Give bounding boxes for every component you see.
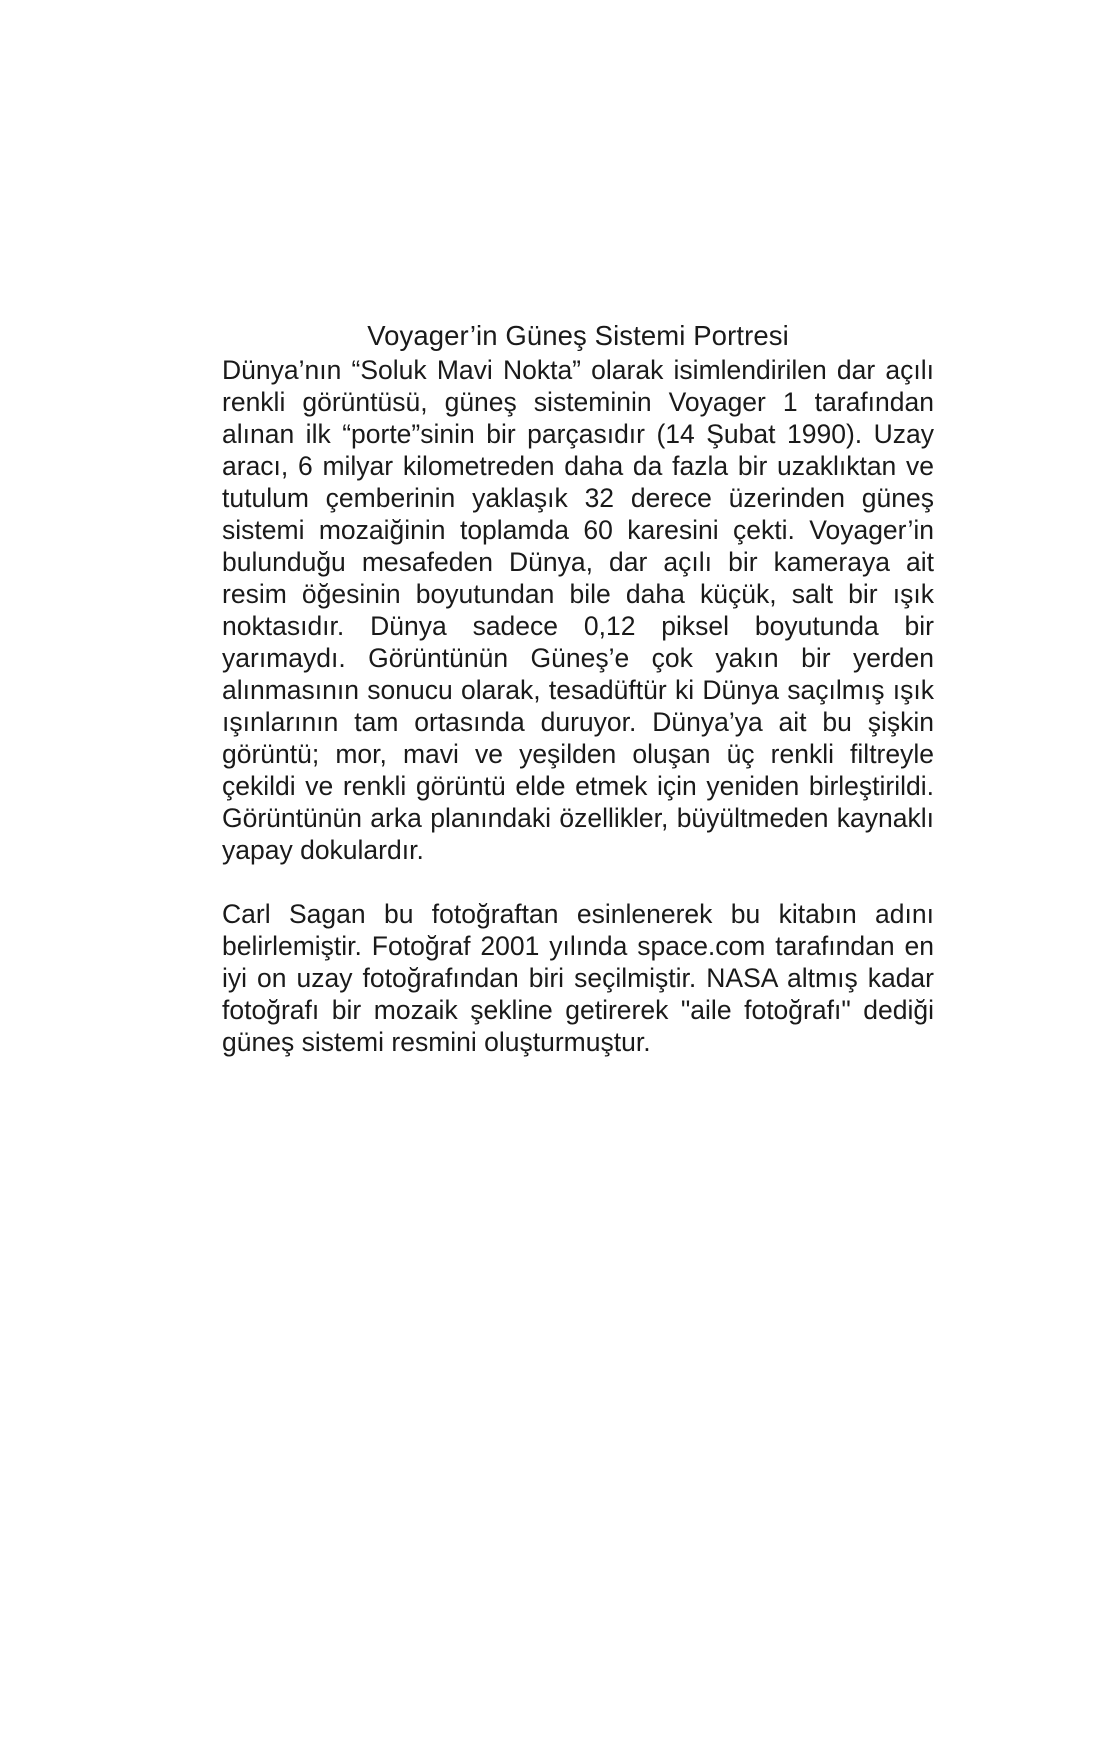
body-paragraph-1: Dünya’nın “Soluk Mavi Nokta” olarak isimlendirilen dar açılı renkli görüntüsü, güneş sisteminin Voyager 1 tarafından alınan ilk “porte”sinin bir parçasıdır (14 Şubat 1990). Uzay aracı, 6 milyar kilometreden daha da fazla bir uzaklıktan ve tutulum çemberinin yaklaşık 32 derece üzerinden güneş sistemi mozaiğinin toplamda 60 karesini çekti. Voyager’in bulunduğu mesafeden Dünya, dar açılı bir kameraya ait resim öğesinin boyutundan bile daha küçük, salt bir ışık noktasıdır. Dünya sadece 0,12 piksel boyutunda bir yarımaydı. Görüntünün Güneş’e çok yakın bir yerden alınmasının sonucu olarak, tesadüftür ki Dünya saçılmış ışık ışınlarının tam ortasında duruyor. Dünya’ya ait bu şişkin görüntü; mor, mavi ve yeşilden oluşan üç renkli filtreyle çekildi ve renkli görüntü elde etmek için yeniden birleştirildi. Görüntünün arka planındaki özellikler, büyültmeden kaynaklı yapay dokulardır. <box>222 355 934 865</box>
text-block <box>222 318 934 1058</box>
body-paragraph-2: Carl Sagan bu fotoğraftan esinlenerek bu kitabın adını belirlemiştir. Fotoğraf 2001 yılında space.com tarafından en iyi on uzay fotoğrafından biri seçilmiştir. NASA altmış kadar fotoğrafı bir mozaik şekline getirerek "aile fotoğrafı" dediği güneş sistemi resmini oluşturmuştur. <box>222 899 934 1057</box>
page-title: Voyager’in Güneş Sistemi Portresi <box>367 320 789 351</box>
